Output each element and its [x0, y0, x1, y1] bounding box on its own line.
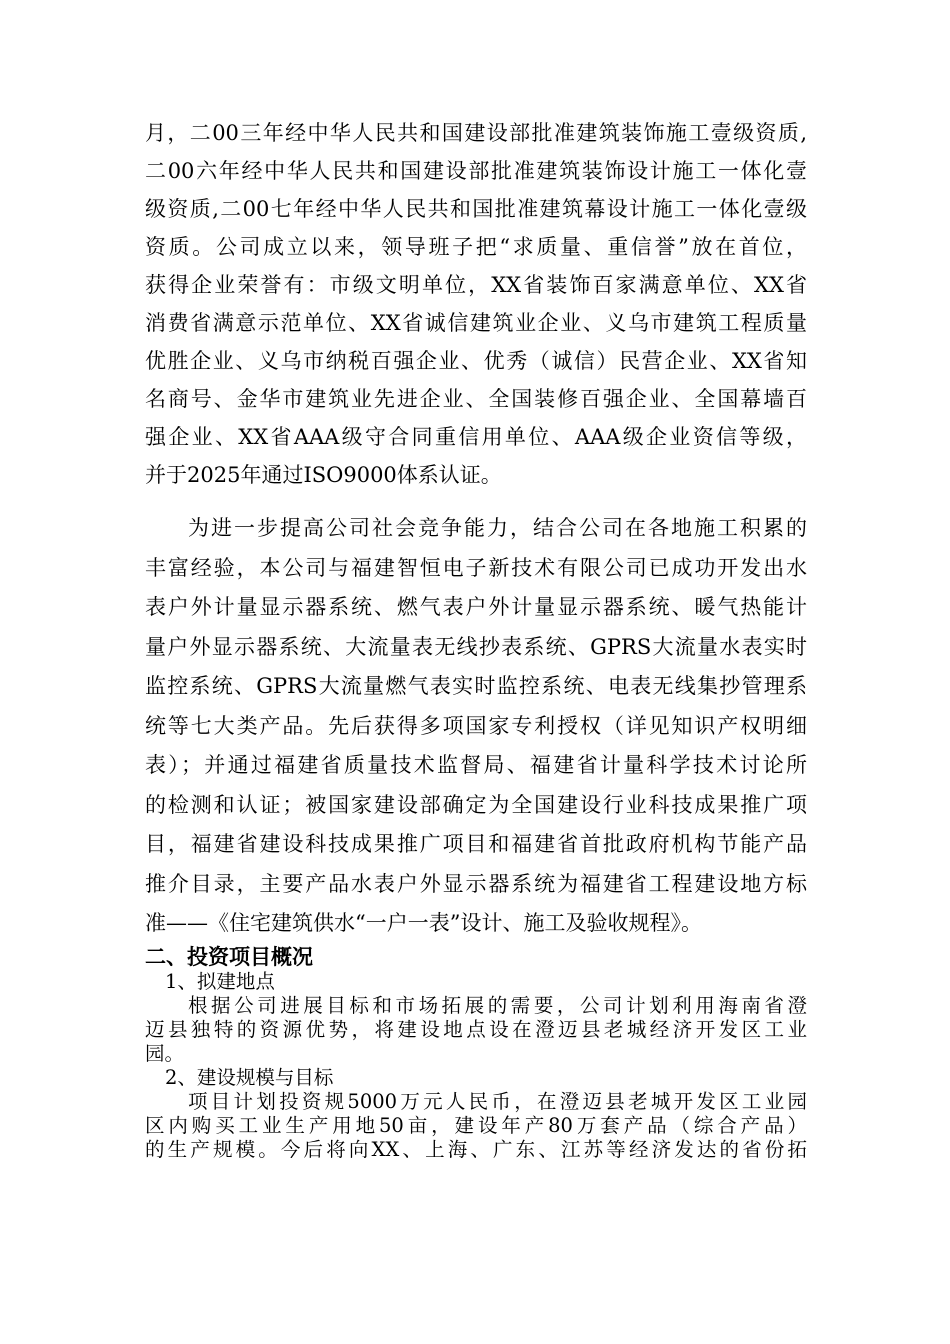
item-1-line: 园。 [145, 1042, 185, 1065]
paragraph-2-line: 表户外计量显示器系统、燃气表户外计量显示器系统、暖气热能计 [145, 595, 807, 619]
paragraph-1-line: 月，二00三年经中华人民共和国建设部批准建筑装饰施工壹级资质, [145, 121, 807, 145]
paragraph-1-line: 并于2025年通过ISO9000体系认证。 [145, 463, 502, 487]
paragraph-2-line: 目，福建省建设科技成果推广项目和福建省首批政府机构节能产品 [145, 832, 807, 856]
paragraph-1-line: 优胜企业、义乌市纳税百强企业、优秀（诚信）民营企业、XX省知 [145, 349, 807, 373]
paragraph-2-line: 准——《住宅建筑供水“一户一表”设计、施工及验收规程》。 [145, 911, 702, 935]
item-1-line: 根据公司进展目标和市场拓展的需要，公司计划利用海南省澄 [188, 994, 807, 1017]
paragraph-1-line: 消费省满意示范单位、XX省诚信建筑业企业、义乌市建筑工程质量 [145, 311, 807, 335]
paragraph-2-line: 监控系统、GPRS大流量燃气表实时监控系统、电表无线集抄管理系 [145, 674, 807, 698]
paragraph-1-line: 强企业、XX省AAA级守合同重信用单位、AAA级企业资信等级， [145, 425, 807, 449]
section-heading: 二、投资项目概况 [145, 944, 313, 969]
item-2-line: 区内购买工业生产用地50亩，建设年产80万套产品（综合产品） [145, 1114, 807, 1137]
paragraph-2-line: 为进一步提高公司社会竞争能力，结合公司在各地施工积累的 [188, 516, 807, 540]
item-2-line: 项目计划投资规5000万元人民币，在澄迈县老城开发区工业园 [188, 1090, 807, 1113]
paragraph-1-line: 获得企业荣誉有：市级文明单位，XX省装饰百家满意单位、XX省 [145, 273, 807, 297]
item-2-title: 2、建设规模与目标 [165, 1066, 334, 1089]
paragraph-1-line: 二00六年经中华人民共和国建设部批准建筑装饰设计施工一体化壹 [145, 159, 807, 183]
paragraph-2-line: 统等七大类产品。先后获得多项国家专利授权（详见知识产权明细 [145, 714, 807, 738]
paragraph-2-line: 的检测和认证；被国家建设部确定为全国建设行业科技成果推广项 [145, 793, 807, 817]
paragraph-2-line: 表）；并通过福建省质量技术监督局、福建省计量科学技术讨论所 [145, 753, 807, 777]
paragraph-1-line: 名商号、金华市建筑业先进企业、全国装修百强企业、全国幕墙百 [145, 387, 807, 411]
paragraph-1-line: 资质。公司成立以来，领导班子把“求质量、重信誉”放在首位， [145, 235, 807, 259]
paragraph-2-line: 推介目录，主要产品水表户外显示器系统为福建省工程建设地方标 [145, 872, 807, 896]
paragraph-2-line: 丰富经验，本公司与福建智恒电子新技术有限公司已成功开发出水 [145, 556, 807, 580]
paragraph-2-line: 量户外显示器系统、大流量表无线抄表系统、GPRS大流量水表实时 [145, 635, 807, 659]
item-1-title: 1、拟建地点 [165, 970, 275, 993]
item-1-line: 迈县独特的资源优势，将建设地点设在澄迈县老城经济开发区工业 [145, 1018, 807, 1041]
paragraph-1-line: 级资质,二00七年经中华人民共和国批准建筑幕设计施工一体化壹级 [145, 197, 807, 221]
item-2-line: 的生产规模。今后将向XX、上海、广东、江苏等经济发达的省份拓 [145, 1138, 807, 1161]
